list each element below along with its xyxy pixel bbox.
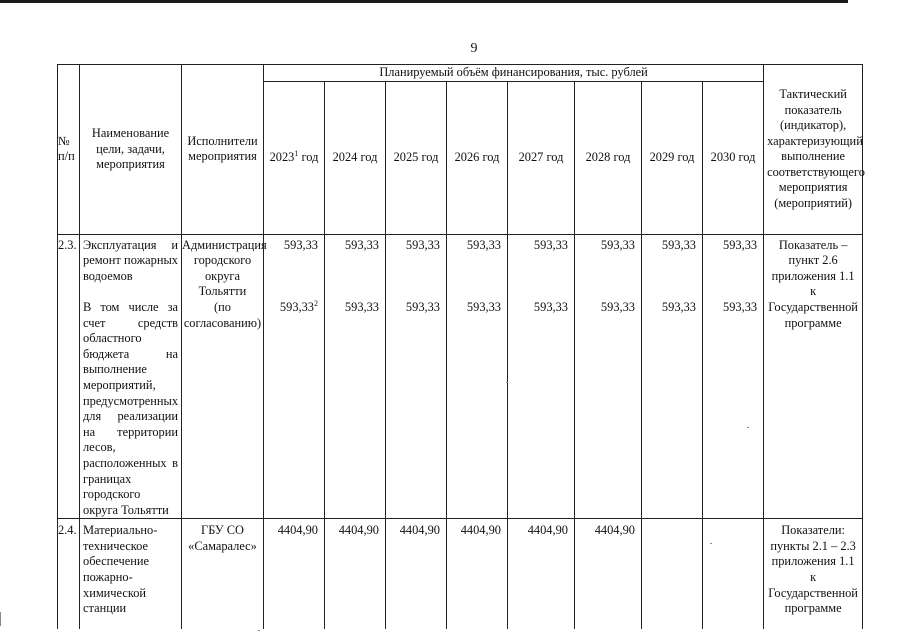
header-executors: Исполнители мероприятия: [182, 65, 264, 235]
row-name: В том числе за счет средств областного бюджета на выполнение мероприятий, предусмотренных для реализации на территории лесов, расположенных в границах городского округа Тольятти: [80, 300, 182, 519]
value-cell: 593,33: [703, 300, 764, 519]
year-label: 2023: [269, 149, 295, 164]
scan-speck: [710, 543, 712, 544]
value-cell: 593,33: [508, 300, 575, 519]
row-name: Эксплуатация и ремонт пожарных водоемов: [80, 234, 182, 300]
row-name: Материально-техническое обеспечение пожарно-химической станции: [80, 519, 182, 629]
value-cell: 593,33: [325, 234, 386, 300]
row-num: 2.3.: [58, 234, 80, 300]
value-cell: 593,33: [325, 300, 386, 519]
value-cell: 4404,90: [508, 519, 575, 629]
value-cell: 593,33: [703, 234, 764, 300]
row-indicator: Показатель – пункт 2.6 приложения 1.1 к Государственной программе: [764, 234, 863, 519]
value-cell: 593,33: [447, 234, 508, 300]
value-cell: 593,33: [386, 234, 447, 300]
header-year-2027: 2027 год: [508, 81, 575, 234]
header-year-2023: [264, 81, 325, 234]
footnote-mark: 1: [294, 148, 299, 158]
footnote-mark: 2: [314, 298, 318, 308]
value-cell: 593,33: [508, 234, 575, 300]
table-row: [58, 519, 863, 629]
row-executor: (по согласованию): [182, 300, 264, 519]
value-cell: 593,33: [642, 300, 703, 519]
header-num: № п/п: [58, 65, 80, 235]
header-year-2028: 2028 год: [575, 81, 642, 234]
value-cell: 593,33: [264, 234, 325, 300]
row-executor: ГБУ СО «Самаралес»: [182, 519, 264, 629]
value-cell: 4404,90: [264, 519, 325, 629]
row-indicator: Показатели: пункты 2.1 – 2.3 приложения 1.1 к Государственной программе: [764, 519, 863, 629]
header-financing-group: Планируемый объём финансирования, тыс. рублей: [264, 65, 764, 82]
header-year-2026: 2026 год: [447, 81, 508, 234]
value-cell: 4404,90: [386, 519, 447, 629]
value-text: 593,33: [279, 299, 314, 314]
value-cell: 593,33: [575, 234, 642, 300]
row-executor: Администрация городского округа Тольятти: [182, 234, 264, 300]
year-suffix: год: [298, 149, 319, 164]
header-year-2024: 2024 год: [325, 81, 386, 234]
value-cell: [703, 519, 764, 629]
table-row: [58, 234, 863, 300]
header-year-2025: 2025 год: [386, 81, 447, 234]
value-cell: 4404,90: [447, 519, 508, 629]
row-num: 2.4.: [58, 519, 80, 629]
table-row: [58, 300, 863, 519]
value-cell: 4404,90: [575, 519, 642, 629]
header-year-2030: 2030 год: [703, 81, 764, 234]
top-border-line: [0, 0, 848, 3]
page-number: 9: [470, 41, 478, 56]
scan-edge-mark: [0, 612, 1, 626]
value-cell: [264, 300, 325, 519]
value-cell: 593,33: [386, 300, 447, 519]
value-cell: 593,33: [642, 234, 703, 300]
header-year-2029: 2029 год: [642, 81, 703, 234]
value-cell: 593,33: [447, 300, 508, 519]
value-cell: [642, 519, 703, 629]
value-cell: 4404,90: [325, 519, 386, 629]
scan-speck: [506, 382, 508, 383]
scan-speck: [258, 630, 260, 631]
header-name: Наименование цели, задачи, мероприятия: [80, 65, 182, 235]
header-indicator: Тактический показатель (индикатор), характеризующий выполнение соответствующего мероприятия (мероприятий): [764, 65, 863, 235]
value-cell: 593,33: [575, 300, 642, 519]
row-num: [58, 300, 80, 519]
financing-table: [57, 64, 863, 629]
scan-speck: [747, 427, 749, 428]
